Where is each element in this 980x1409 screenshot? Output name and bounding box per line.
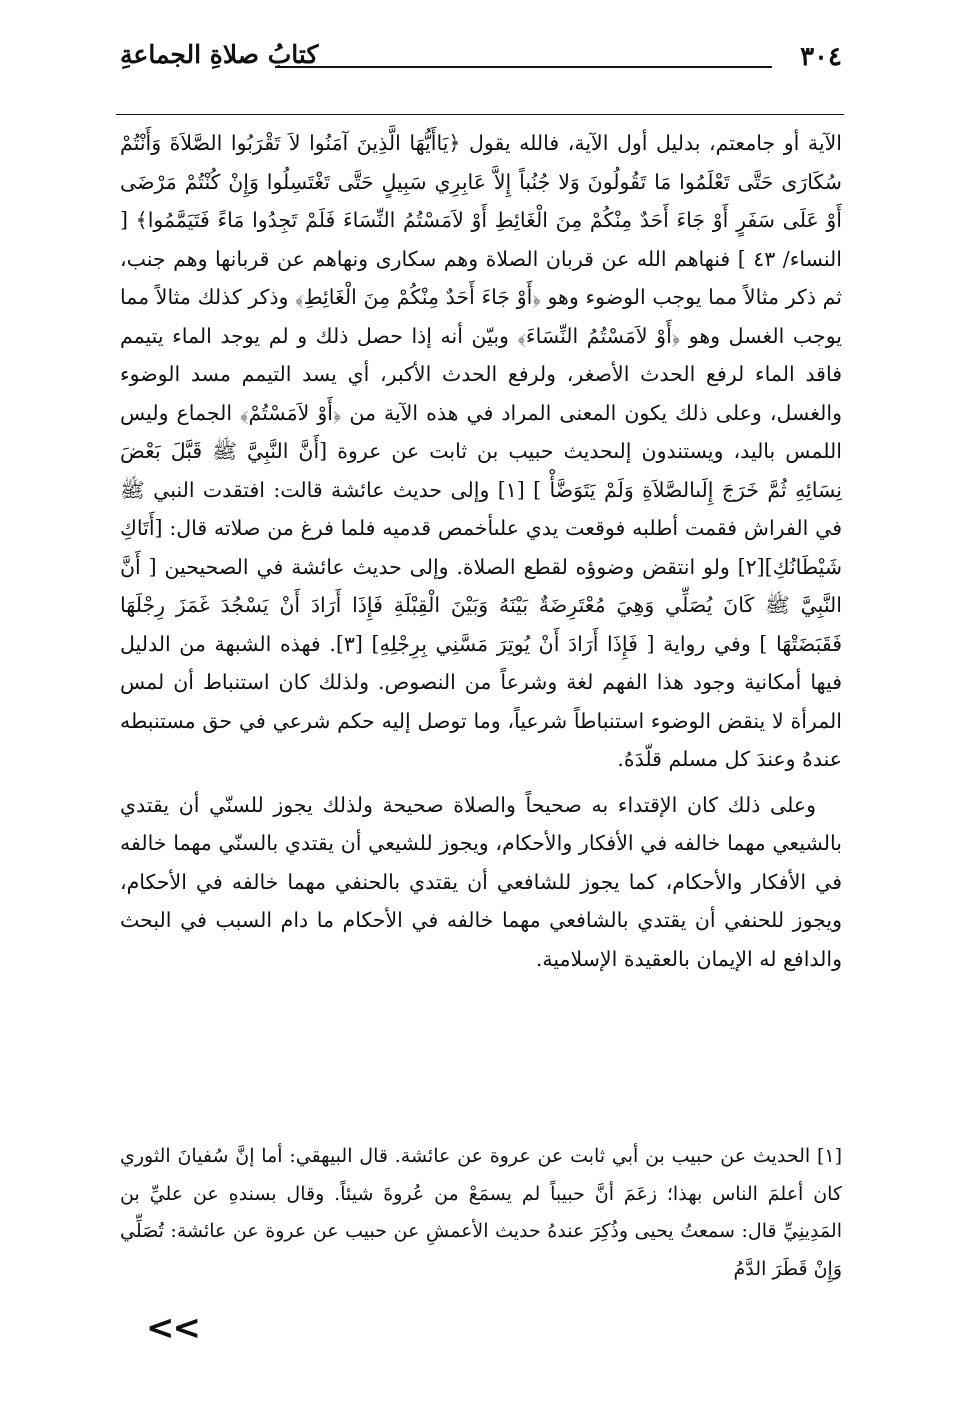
running-title: كتابُ صلاةِ الجماعةِ (120, 40, 319, 69)
paragraph: وعلى ذلك كان الإقتداء به صحيحاً والصلاة صحيحة ولذلك يجوز للسنّي أن يقتدي بالشيعي مهما خالفه في الأفكار والأحكام، ويجوز للشيعي أن يقتدي بالسنّي مهما خالفه في الأفكار والأحكام، كما يجوز للشافعي أن يقتدي بالحنفي مهما خالفه في الأحكام، ويجوز للحنفي أن يقتدي بالشافعي مهما خالفه في الأحكام ما دام السبب في البحث والدافع له الإيمان بالعقيدة الإسلامية. (120, 792, 842, 971)
footnote: [١] الحديث عن حبيب بن أبي ثابت عن عروة عن عائشة. قال البيهقي: أما إنَّ سُفيانَ الثوري كان أعلمَ الناس بهذا؛ زعَمَ أنَّ حبيباً لم يسمَعْ من عُروةَ شيئاً. وقال بسندهِ عن عليِّ بن المَدِينِيِّ قال: سمعتُ يحيى وذُكِرَ عندهُ حديث الأعمشِ عن حبيب عن عروة عن عائشة: تُصَلِّي وَإِنْ قَطَرَ الدَّمُ (120, 1145, 842, 1280)
paragraph: الآية أو جامعتم، بدليل أول الآية، فالله يقول ﴿يَاأَيُّهَا الَّذِينَ آمَنُوا لاَ تَقْرَبُوا الصَّلاَةَ وَأَنْتُمْ سُكَارَى حَتَّى تَعْلَمُوا مَا تَقُولُونَ وَلا جُنُباً إِلاَّ عَابِرِي سَبِيلٍ حَتَّى تَغْتَسِلُوا وَإِنْ كُنْتُمْ مَرْضَى أَوْ عَلَى سَفَرٍ أَوْ جَاءَ أَحَدٌ مِنْكُمْ مِنَ الْغَائِطِ أَوْ لاَمَسْتُمُ النِّسَاءَ فَلَمْ تَجِدُوا مَاءً فَتَيَمَّمُوا﴾ [ النساء/ ٤٣ ] فنهاهم الله عن قربان الصلاة وهم سكارى ونهاهم عن قربانها وهم جنب، ثم ذكر مثالاً مما يوجب الوضوء وهو ﴿أَوْ جَاءَ أَحَدٌ مِنْكُمْ مِنَ الْغَائِطِ﴾ وذكر كذلك مثالاً مما يوجب الغسل وهو ﴿أَوْ لاَمَسْتُمُ النِّسَاءَ﴾ وبيّن أنه إذا حصل ذلك و لم يوجد الماء يتيمم فاقد الماء لرفع الحدث الأصغر، ولرفع الحدث الأكبر، أي يسد التيمم مسد الوضوء والغسل، وعلى ذلك يكون المعنى المراد في هذه الآية من ﴿أَوْ لاَمَسْتُمْ﴾ الجماع وليس اللمس باليد، ويستندون إلىحديث حبيب بن ثابت عن عروة [أَنَّ النَّبِيَّ ﷺ قَبَّلَ بَعْضَ نِسَائِهِ ثُمَّ خَرَجَ إِلَىالصَّلاَةِ وَلَمْ يَتَوَضَّأْ ] [١] وإلى حديث عائشة قالت: افتقدت النبي ﷺ في الفراش فقمت أطلبه فوقعت يدي علىأخمص قدميه فلما فرغ من صلاته قال: [أَتَاكِ شَيْطَانُكِ][٢] ولو انتقض وضوؤه لقطع الصلاة. وإلى حديث عائشة في الصحيحين [ أَنَّ النَّبِيَّ ﷺ كَانَ يُصَلِّي وَهِيَ مُعْتَرِضَةٌ بَيْنَهُ وَبَيْنَ الْقِبْلَةِ فَإِذَا أَرَادَ أَنْ يَسْجُدَ غَمَزَ رِجْلَهَا فَقَبَضَتْهَا ] وفي رواية [ فَإِذَا أَرَادَ أَنْ يُوتِرَ مَسَّنِي بِرِجْلِهِ] [٣]. فهذه الشبهة من الدليل فيها أمكانية وجود هذا الفهم لغة وشرعاً من النصوص. ولذلك كان استنباط أن لمس المرأة لا ينقض الوضوء استنباطاً شرعياً، وما توصل إليه حكم شرعي في حق مستنبطه عندهُ وعندَ كل مسلم قلّدَهُ. (120, 131, 843, 771)
main-text (120, 124, 842, 978)
footnotes (120, 1138, 842, 1288)
page-number: ٣٠٤ (800, 42, 842, 72)
header-underline (275, 66, 772, 68)
header-divider (116, 114, 844, 115)
continuation-mark: << (146, 1308, 199, 1348)
page-header (120, 34, 842, 82)
